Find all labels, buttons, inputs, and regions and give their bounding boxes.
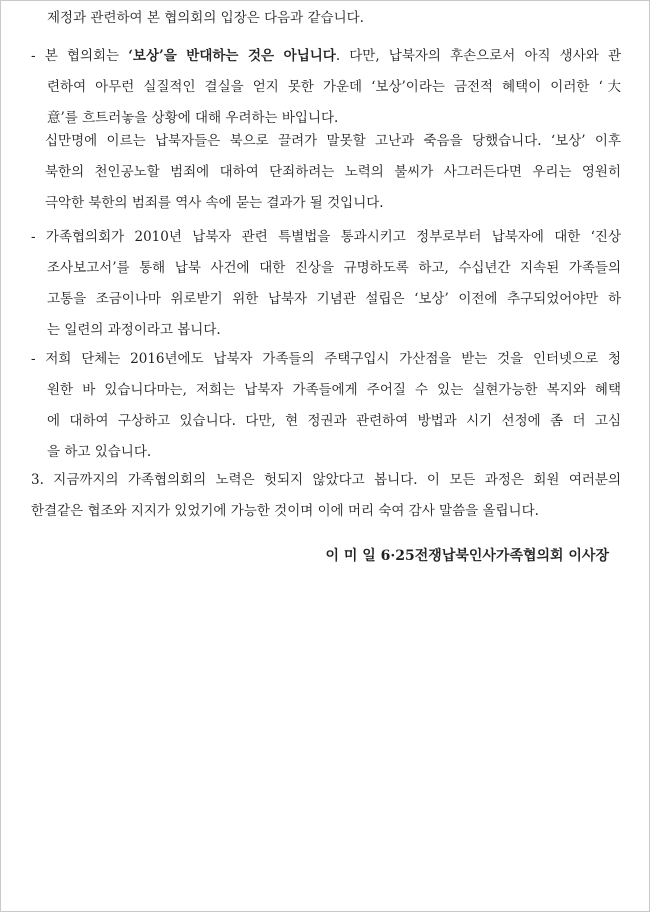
text-line: 는 일련의 과정이라고 봅니다. — [47, 322, 221, 338]
text-line: 십만명에 이르는 납북자들은 북으로 끌려가 말못할 고난과 죽음을 당했습니다. ‘보상’ 이후 — [45, 133, 621, 149]
text-line: 을 하고 있습니다. — [47, 444, 152, 460]
text-line: 意’를 흐트러놓을 상황에 대해 우려하는 바입니다. — [47, 110, 339, 126]
text-line: 한결같은 협조와 지지가 있었기에 가능한 것이며 이에 머리 숙여 감사 말씀을 올립니다. — [31, 503, 539, 519]
text-line: - 가족협의회가 2010년 납북자 관련 특별법을 통과시키고 정부로부터 납북자에 대한 ‘진상 — [31, 229, 621, 245]
text-line: 극악한 북한의 범죄를 역사 속에 묻는 결과가 될 것입니다. — [45, 195, 384, 211]
paragraph-special-law — [1, 222, 649, 346]
text-line: 련하여 아무런 실질적인 결실을 얻지 못한 가운데 ‘보상’이라는 금전적 혜택이 이러한 ‘大 — [47, 79, 621, 95]
paragraph-intro — [1, 3, 649, 34]
text-line: 원한 바 있습니다마는, 저희는 납북자 가족들에게 주어질 수 있는 실현가능한 복지와 혜택 — [47, 382, 621, 398]
signature: 이 미 일 6·25전쟁납북인사가족협의회 이사장 — [325, 548, 609, 564]
text-line: 에 대하여 구상하고 있습니다. 다만, 현 정권과 관련하여 방법과 시기 선정에 좀 더 고심 — [47, 413, 621, 429]
text-line: 조사보고서’를 통해 납북 사건에 대한 진상을 규명하도록 하고, 수십년간 지속된 가족들의 — [47, 260, 621, 276]
paragraph-closing-thanks — [1, 465, 649, 527]
paragraph-abductee-suffering — [1, 126, 649, 219]
paragraph-welfare-petition — [1, 344, 649, 468]
text-line: 제정과 관련하여 본 협의회의 입장은 다음과 같습니다. — [47, 10, 364, 26]
text-line: 북한의 천인공노할 범죄에 대하여 단죄하려는 노력의 불씨가 사그러든다면 우리는 영원히 — [45, 164, 621, 180]
text-line: - 본 협의회는 ‘보상’을 반대하는 것은 아닙니다. 다만, 납북자의 후손으로서 아직 생사와 관 — [31, 48, 621, 64]
emphasized-text: ‘보상’을 반대하는 것은 아닙니다 — [128, 48, 336, 64]
paragraph-position-statement — [1, 41, 649, 134]
text-line: 고통을 조금이나마 위로받기 위한 납북자 기념관 설립은 ‘보상’ 이전에 추구되었어야만 하 — [47, 291, 621, 307]
text-line: - 저희 단체는 2016년에도 납북자 가족들의 주택구입시 가산점을 받는 것을 인터넷으로 청 — [31, 351, 621, 367]
text-line: 3. 지금까지의 가족협의회의 노력은 헛되지 않았다고 봅니다. 이 모든 과정은 회원 여러분의 — [31, 472, 621, 488]
